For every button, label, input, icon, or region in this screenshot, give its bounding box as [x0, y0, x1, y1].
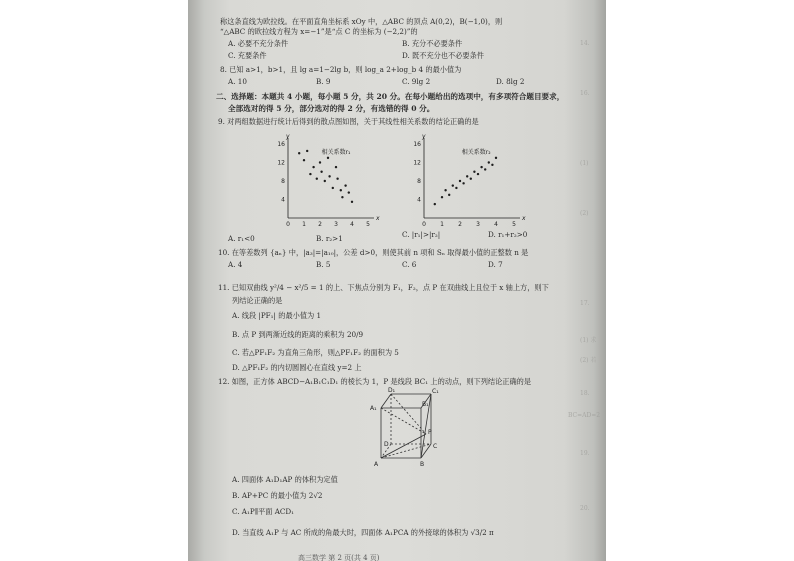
- q10-option-a: A. 4: [228, 260, 243, 269]
- scatter-point: [298, 152, 300, 154]
- q12-option-a: A. 四面体 A₁D₁AP 的体积为定值: [232, 475, 338, 484]
- scatter-point: [344, 184, 346, 186]
- scatter-point: [488, 161, 490, 163]
- scatter-plot-r1: [270, 132, 380, 232]
- scatter-point: [319, 161, 321, 163]
- cube-label-b: B: [420, 461, 425, 468]
- y-axis-label: y: [422, 133, 426, 140]
- scatter-point: [462, 182, 464, 184]
- scatter-point: [459, 180, 461, 182]
- section-2-heading-line2: 全部选对的得 5 分，部分选对的得 2 分，有选错的得 0 分。: [228, 104, 435, 113]
- q12-option-c: C. A₁P∥平面 ACD₁: [232, 507, 295, 516]
- bleed-text: (2): [580, 210, 589, 217]
- q12-stem: 12. 如图，正方体 ABCD−A₁B₁C₁D₁ 的棱长为 1，P 是线段 BC₁ 上的动点，则下列结论正确的是: [218, 377, 532, 386]
- q9-stem: 9. 对两组数据进行统计后得到的散点图如图，关于其线性相关系数的结论正确的是: [218, 117, 479, 126]
- q12-option-b: B. AP+PC 的最小值为 2√2: [232, 491, 323, 500]
- scatter-point: [441, 196, 443, 198]
- y-axis-label: y: [286, 133, 290, 140]
- y-tick-label: 16: [277, 141, 285, 148]
- q7-option-c: C. 充要条件: [228, 51, 267, 60]
- q11-option-b: B. 点 P 到两渐近线的距离的乘积为 20/9: [232, 330, 364, 339]
- x-tick-label: 4: [350, 221, 354, 228]
- x-tick-label: 0: [286, 221, 290, 228]
- scatter-point: [434, 203, 436, 205]
- chart-title: 相关系数r₁: [321, 149, 351, 156]
- section-2-heading: 二、选择题：本题共 4 小题，每小题 5 分，共 20 分。在每小题给出的选项中，有多项符合题目要求，: [216, 92, 565, 101]
- scatter-point: [306, 150, 308, 152]
- y-tick-label: 12: [277, 159, 285, 167]
- y-tick-label: 16: [413, 141, 421, 148]
- cube-label-b1: B₁: [422, 401, 429, 408]
- q11-option-d: D. △PF₁F₂ 的内切圆圆心在直线 y=2 上: [232, 363, 362, 372]
- bleed-text: (1): [580, 160, 589, 167]
- bleed-text: 19.: [580, 450, 590, 457]
- bleed-text: BC=AD=2: [568, 412, 601, 419]
- scatter-point: [444, 189, 446, 191]
- scatter-point: [473, 171, 475, 173]
- q10-option-d: D. 7: [488, 260, 503, 269]
- y-tick-label: 8: [281, 178, 285, 185]
- q11-stem: 11. 已知双曲线 y²/4 − x²/5 = 1 的上、下焦点分别为 F₁，F₂，点 P 在双曲线上且位于 x 轴上方，则下: [218, 283, 549, 292]
- q8-option-c: C. 9lg 2: [402, 77, 431, 86]
- scatter-point: [332, 187, 334, 189]
- scatter-point: [324, 180, 326, 182]
- scatter-point: [351, 201, 353, 203]
- q7-option-a: A. 必要不充分条件: [228, 39, 289, 48]
- x-tick-label: 4: [494, 221, 498, 228]
- q8-option-d: D. 8lg 2: [496, 77, 525, 86]
- x-axis-label: x: [376, 215, 380, 222]
- exam-page-photo: [188, 0, 606, 561]
- q9-option-b: B. r₂>1: [316, 234, 343, 243]
- y-tick-label: 4: [417, 196, 421, 204]
- y-tick-label: 8: [417, 178, 421, 185]
- scatter-point: [327, 157, 329, 159]
- cube-label-c1: C₁: [432, 388, 439, 395]
- scatter-point: [495, 157, 497, 159]
- scatter-point: [336, 177, 338, 179]
- cube-label-d: D: [384, 441, 389, 448]
- x-tick-label: 3: [334, 221, 338, 228]
- y-tick-label: 12: [413, 159, 421, 167]
- scatter-point: [303, 159, 305, 161]
- q8-stem: 8. 已知 a>1，b>1，且 lg a=1−2lg b，则 log_a 2+log_b 4 的最小值为: [220, 65, 462, 74]
- bleed-text: 17.: [580, 300, 590, 307]
- scatter-point: [480, 166, 482, 168]
- cube-label-a1: A₁: [370, 405, 377, 412]
- q11-option-a: A. 线段 |PF₁| 的最小值为 1: [232, 311, 322, 320]
- q7-option-d: D. 既不充分也不必要条件: [402, 51, 484, 60]
- q8-option-a: A. 10: [228, 77, 247, 86]
- scatter-point: [470, 177, 472, 179]
- q7-stem-line1: 称这条直线为欧拉线。在平面直角坐标系 xOy 中，△ABC 的顶点 A(0,2)，B(−1,0)，则: [220, 17, 503, 26]
- chart-title: 相关系数r₂: [461, 149, 491, 156]
- scatter-point: [455, 187, 457, 189]
- scatter-point: [484, 168, 486, 170]
- scatter-point: [452, 184, 454, 186]
- scatter-point: [341, 196, 343, 198]
- bleed-text: 20.: [580, 505, 590, 512]
- cube-figure: [366, 386, 456, 471]
- q9-option-d: D. r₁+r₂>0: [488, 230, 528, 239]
- q11-option-c: C. 若△PF₁F₂ 为直角三角形，则△PF₁F₂ 的面积为 5: [232, 348, 399, 357]
- scatter-point: [316, 177, 318, 179]
- scatter-point: [309, 173, 311, 175]
- scatter-point: [491, 164, 493, 166]
- scatter-plot-r2: [406, 132, 526, 232]
- cube-label-d1: D₁: [388, 387, 396, 394]
- x-axis-label: x: [522, 215, 526, 222]
- scatter-point: [320, 171, 322, 173]
- page-footer: 高三数学 第 2 页(共 4 页): [298, 554, 380, 561]
- y-tick-label: 4: [281, 196, 285, 204]
- scatter-point: [312, 166, 314, 168]
- bleed-text: 16.: [580, 90, 590, 97]
- q7-stem-line2: “△ABC 的欧拉线方程为 x=−1”是“点 C 的坐标为 (−2,2)”的: [220, 27, 418, 36]
- x-tick-label: 5: [366, 221, 370, 228]
- scatter-point: [348, 191, 350, 193]
- cube-label-a: A: [374, 461, 379, 468]
- q10-stem: 10. 在等差数列 {aₙ} 中，|a₃|=|a₁₀|，公差 d>0，则使其前 n 项和 Sₙ 取得最小值的正整数 n 是: [218, 248, 529, 257]
- bleed-text: (1) 求: [580, 337, 597, 344]
- cube-label-c: C: [433, 443, 438, 450]
- q8-option-b: B. 9: [316, 77, 331, 86]
- scatter-point: [448, 194, 450, 196]
- q9-option-a: A. r₁<0: [228, 234, 255, 243]
- x-tick-label: 0: [422, 221, 426, 228]
- bleed-text: 18.: [580, 390, 590, 397]
- q9-option-c: C. |r₁|>|r₂|: [402, 230, 441, 239]
- bleed-text: (2) 若: [580, 357, 597, 364]
- q11-stem-line2: 列结论正确的是: [232, 296, 283, 305]
- q10-option-b: B. 5: [316, 260, 331, 269]
- x-tick-label: 1: [302, 221, 306, 228]
- x-tick-label: 2: [458, 221, 462, 228]
- q12-option-d: D. 当直线 A₁P 与 AC 所成的角最大时，四面体 A₁PCA 的外接球的体积为 √3/2 π: [232, 528, 494, 537]
- scatter-point: [466, 175, 468, 177]
- bleed-text: 14.: [580, 40, 590, 47]
- q10-option-c: C. 6: [402, 260, 417, 269]
- x-tick-label: 1: [440, 221, 444, 228]
- scatter-point: [328, 175, 330, 177]
- x-tick-label: 3: [476, 221, 480, 228]
- x-tick-label: 2: [318, 221, 322, 228]
- scatter-point: [340, 189, 342, 191]
- scatter-point: [477, 173, 479, 175]
- q7-option-b: B. 充分不必要条件: [402, 39, 463, 48]
- cube-label-p: P: [428, 429, 432, 436]
- scatter-point: [335, 166, 337, 168]
- x-tick-label: 5: [512, 221, 516, 228]
